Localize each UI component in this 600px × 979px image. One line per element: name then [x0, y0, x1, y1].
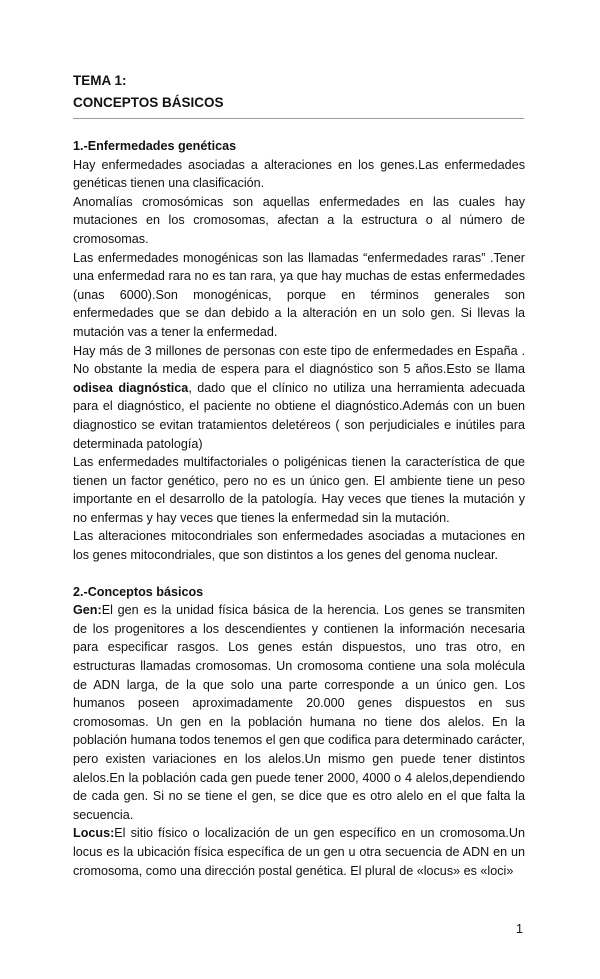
document-title	[73, 70, 525, 114]
text: El sitio físico o localización de un gen específico en un cromosoma.Un locus es la ubicación física específica de un gen u otra secuencia de ADN en un cromosoma, como una dirección postal genética. El plural de «locus» es «loci»	[73, 826, 525, 878]
paragraph	[73, 342, 525, 454]
paragraph-locus	[73, 824, 525, 880]
paragraph: Anomalías cromosómicas son aquellas enfermedades en las cuales hay mutaciones en los cromosomas, afectan a la estructura o al número de cromosomas.	[73, 194, 525, 246]
paragraph-gen	[73, 601, 525, 824]
text: El gen es la unidad física básica de la herencia. Los genes se transmiten de los progenitores a los descendientes y contienen la información necesaria para especificar rasgos. Los genes están dispuestos, uno tras otro, en estructuras llamadas cromosomas. Un cromosoma contiene una sola molécula de ADN larga, de la que solo una parte corresponde a un único gen. Los humanos poseen aproximadamente 20.000 genes dispuestos en sus cromosomas. Un gen en la población humana no tiene dos alelos. En la población humana todos tenemos el gen que codifica para determinado carácter, pero existen variaciones en los alelos.Un mismo gen puede tener distintos alelos.En la población cada gen puede tener 2000, 4000 o 4 alelos,dependiendo de cada gen. Si no se tiene el gen, se dice que es otro alelo en el que falta la secuencia.	[73, 603, 525, 822]
text: , dado que el clínico no utiliza una herramienta adecuada para el diagnóstico, el paciente no obtiene el diagnóstico.Además con un buen diagnostico se evitan tratamientos deletéreos ( son perjudiciales e inútiles para determinada patología)	[73, 380, 525, 451]
paragraph: Las enfermedades monogénicas son las llamadas “enfermedades raras” .Tener una enfermedad rara no es tan rara, ya que hay muchas de estas enfermedades (unas 6000).Son monogénicas, porque en términos generales son enfermedades que se dan debido a la alteración en un solo gen. Si llevas la mutación vas a tener la enfermedad.	[73, 250, 525, 339]
section-1-heading: 1.-Enfermedades genéticas	[73, 139, 237, 153]
document-body	[73, 137, 525, 880]
term-locus: Locus:	[73, 826, 115, 841]
paragraph: Las enfermedades multifactoriales o poligénicas tienen la característica de que tienen un factor genético, pero no es un único gen. El ambiente tiene un peso importante en el desarrollo de la patología. Hay veces que tienes la mutación y no enfermas y hay veces que tienes la enfermedad sin la mutación.	[73, 455, 525, 525]
title-line-2: CONCEPTOS BÁSICOS	[73, 95, 224, 110]
section-2-heading: 2.-Conceptos básicos	[73, 584, 204, 599]
bold-term: odisea diagnóstica	[73, 380, 189, 395]
term-gen: Gen:	[73, 603, 102, 618]
paragraph: Hay enfermedades asociadas a alteraciones en los genes.Las enfermedades genéticas tienen una clasificación.	[73, 157, 525, 191]
paragraph: Las alteraciones mitocondriales son enfermedades asociadas a mutaciones en los genes mitocondriales, que son distintos a los genes del genoma nuclear.	[73, 529, 525, 563]
horizontal-rule	[73, 118, 524, 119]
title-line-1: TEMA 1:	[73, 73, 127, 88]
text: Hay más de 3 millones de personas con este tipo de enfermedades en España . No obstante la media de espera para el diagnóstico son 5 años.Esto se llama	[73, 343, 525, 377]
page-number: 1	[515, 922, 523, 937]
